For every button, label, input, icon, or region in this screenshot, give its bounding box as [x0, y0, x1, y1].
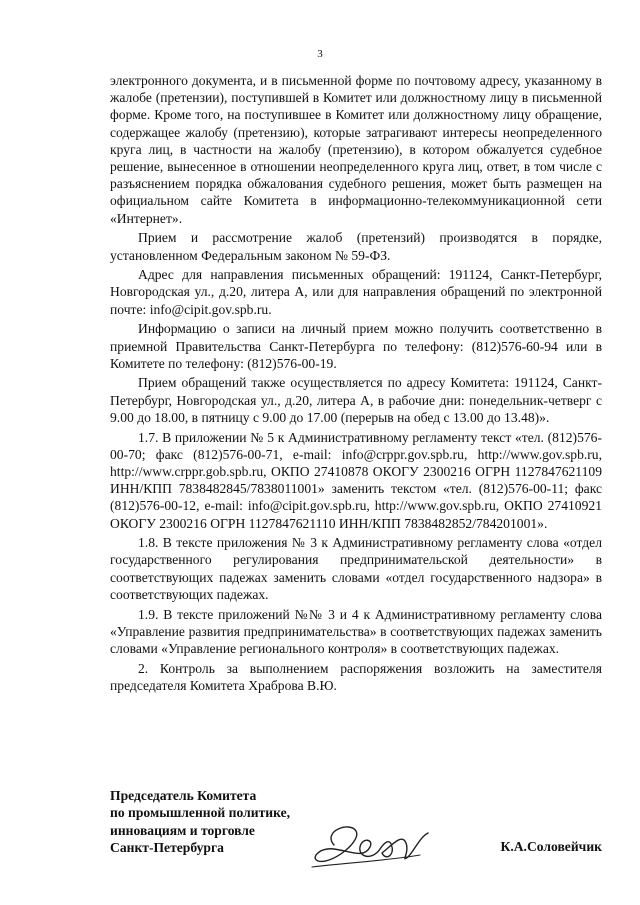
document-body	[110, 72, 602, 697]
handwritten-signature	[304, 807, 444, 877]
signatory-name: К.А.Соловейчик	[500, 839, 602, 854]
paragraph-item-1-7: 1.7. В приложении № 5 к Административному регламенту текст «тел. (812)576-00-70; факс (812)576-00-71, e-mail: info@crppr.gov.spb.ru, http://www.gov.spb.ru, http://www.crppr.gob.spb.ru, ОКПО 27410878 ОКОГУ 2300216 ОГРН 1127847621109 ИНН/КПП 7838482845/7838011001» заменить текстом «тел. (812)576-00-11; факс (812)576-00-12, e-mail: info@cipit.gov.spb.ru, http://www.gov.spb.ru, ОКПО 27410921 ОКОГУ 2300216 ОГРН 1127847621110 ИНН/КПП 7838482852/784201001».	[110, 429, 602, 531]
paragraph-complaint-procedure: Прием и рассмотрение жалоб (претензий) производятся в порядке, установленном Федеральным законом № 59-ФЗ.	[110, 230, 602, 263]
signatory-title-line: Санкт-Петербурга	[110, 840, 224, 856]
paragraph-item-2-control: 2. Контроль за выполнением распоряжения возложить на заместителя председателя Комитета Храброва В.Ю.	[110, 660, 602, 693]
paragraph-reception-hours: Прием обращений также осуществляется по адресу Комитета: 191124, Санкт-Петербург, Новгородская ул., д.20, литера А, в рабочие дни: понедельник-четверг с 9.00 до 18.00, в пятницу с 9.00 до 17.00 (перерыв на обед с 13.00 до 13.48)».	[110, 375, 602, 425]
signature-block	[110, 787, 602, 877]
paragraph-mailing-address: Адрес для направления письменных обращений: 191124, Санкт-Петербург, Новгородская ул., д.20, литера А, или для направления обращений по электронной почте: info@cipit.gov.spb.ru.	[110, 267, 602, 317]
signatory-title-line: Председатель Комитета	[110, 788, 257, 803]
signatory-title-line: по промышленной политике,	[110, 805, 291, 821]
paragraph-item-1-9: 1.9. В тексте приложений №№ 3 и 4 к Административному регламенту слова «Управление развития предпринимательства» в соответствующих падежах заменить словами «Управление регионального контроля» в соответствующих падежах.	[110, 606, 602, 656]
page-number: 3	[317, 48, 323, 60]
signatory-title	[110, 787, 290, 857]
paragraph-complaint-response: электронного документа, и в письменной форме по почтовому адресу, указанному в жалобе (претензии), поступившей в Комитет или должностному лицу в письменной форме. Кроме того, на поступившее в Комитет или должностному лицу обращение, содержащее жалобу (претензию), которые затрагивают интересы неопределенного круга лиц, в частности на жалобу (претензию), в котором обжалуется судебное решение, вынесенное в отношении неопределенного круга лиц, ответ, в том числе с разъяснением порядка обжалования судебного решения, может быть размещен на официальном сайте Комитета в информационно-телекоммуникационной сети «Интернет».	[110, 73, 602, 226]
paragraph-item-1-8: 1.8. В тексте приложения № 3 к Административному регламенту слова «отдел государственного регулирования предпринимательской деятельности» в соответствующих падежах заменить словами «отдел государственного надзора» в соответствующих падежах.	[110, 535, 602, 602]
paragraph-appointment-info: Информацию о записи на личный прием можно получить соответственно в приемной Правительства Санкт-Петербурга по телефону: (812)576-60-94 или в Комитете по телефону: (812)576-00-19.	[110, 321, 602, 371]
signatory-title-line: инновациям и торговле	[110, 822, 255, 838]
